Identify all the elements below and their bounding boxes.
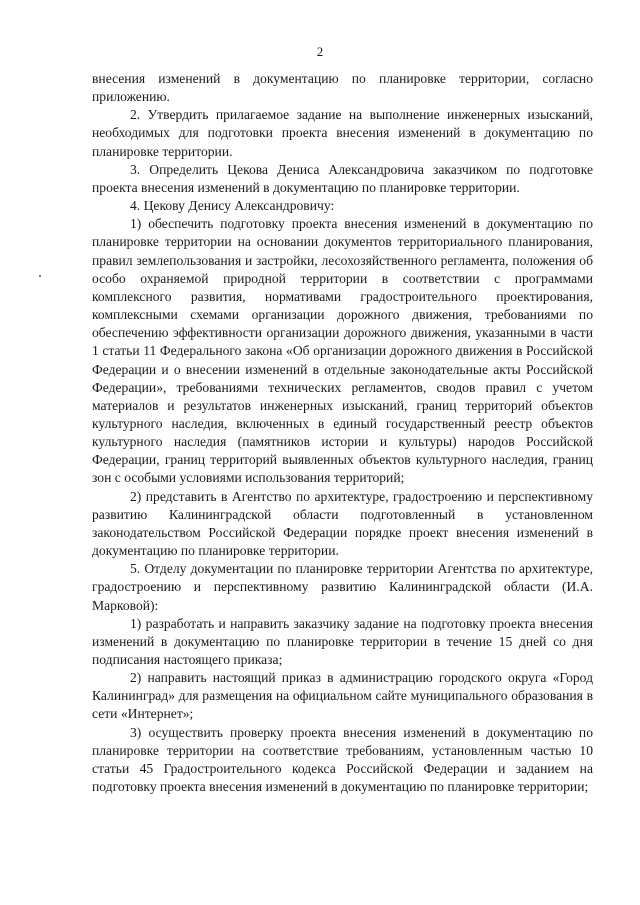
- paragraph-continuation: внесения изменений в документацию по планировке территории, согласно приложению.: [92, 71, 593, 105]
- paragraph-item-4-2: 2) представить в Агентство по архитектуре, градостроению и перспективному развитию Калининградской области подготовленный в установленном законодательством Российской Федерации порядке проект внесения изменений в документацию по планировке территории.: [92, 488, 593, 559]
- scan-speck: [39, 275, 41, 277]
- paragraph-item-5-1: 1) разработать и направить заказчику задание на подготовку проекта внесения изменений в документацию по планировке территории в течение 15 дней со дня подписания настоящего приказа;: [92, 615, 593, 667]
- paragraph-item-5-2: 2) направить настоящий приказ в администрацию городского округа «Город Калининград» для размещения на официальном сайте муниципального образования в сети «Интернет»;: [92, 670, 593, 722]
- page-number: 2: [316, 44, 324, 59]
- document-body: [92, 70, 593, 796]
- paragraph-item-4-1: 1) обеспечить подготовку проекта внесения изменений в документацию по планировке территории на основании документов территориального планирования, правил землепользования и застройки, лесохозяйственного регламента, положения об особо охраняемой природной территории в соответствии с программами комплексного развития, нормативами градостроительного проектирования, комплексными схемами организации дорожного движения, требованиями по обеспечению эффективности организации дорожного движения, указанными в части 1 статьи 11 Федерального закона «Об организации дорожного движения в Российской Федерации и о внесении изменений в отдельные законодательные акты Российской Федерации», требованиями технических регламентов, сводов правил с учетом материалов и результатов инженерных изысканий, границ территорий объектов культурного наследия, включенных в единый государственный реестр объектов культурного наследия (памятников истории и культуры) народов Российской Федерации, границ территорий выявленных объектов культурного наследия, границ зон с особыми условиями использования территорий;: [92, 216, 593, 486]
- paragraph-item-3: 3. Определить Цекова Дениса Александровича заказчиком по подготовке проекта внесения изменений в документацию по планировке территории.: [92, 161, 593, 195]
- paragraph-item-4: 4. Цекову Денису Александровичу:: [130, 198, 335, 214]
- paragraph-item-5-3: 3) осуществить проверку проекта внесения изменений в документацию по планировке территории на соответствие требованиям, установленным частью 10 статьи 45 Градостроительного кодекса Российской Федерации и заданием на подготовку проекта внесения изменений в документацию по планировке территории;: [92, 724, 593, 795]
- paragraph-item-5: 5. Отделу документации по планировке территории Агентства по архитектуре, градостроению и перспективному развитию Калининградской области (И.А. Марковой):: [92, 561, 593, 613]
- paragraph-item-2: 2. Утвердить прилагаемое задание на выполнение инженерных изысканий, необходимых для подготовки проекта внесения изменений в документацию по планировке территории.: [92, 107, 593, 159]
